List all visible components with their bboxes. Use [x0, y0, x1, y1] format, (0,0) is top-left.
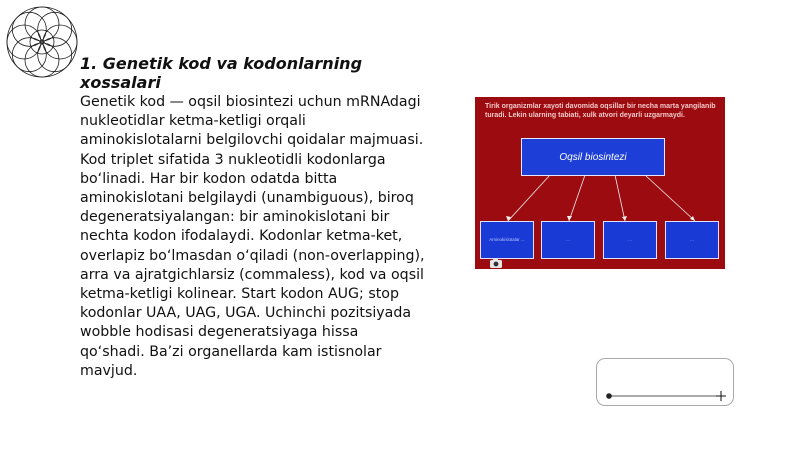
body-paragraph: Genetik kod — oqsil biosintezi uchun mRNAdagi nukleotidlar ketma-ketligi orqali aminokislotalarni belgilovchi qoidalar majmuasi. Kod triplet sifatida 3 nukleotidli kodonlarga bo‘linadi. Har bir kodon odatda bitta aminokislotani belgilaydi (unambiguous), biroq degeneratsiyalangan: bir aminokislotani bir nechta kodon ifodalaydi. Kodonlar ketma-ket, overlapiz bo‘lmasdan o‘qiladi (non-overlapping), arra va ajratgichlarsiz (commaless), kod va oqsil ketma-ketligi kolinear. Start kodon AUG; stop kodonlar UAA, UAG, UGA. Uchinchi pozitsiyada wobble hodisasi degeneratsiyaga hissa qo‘shadi. Ba’zi organellarda kam istisnolar mavjud.	[80, 94, 425, 379]
camera-icon[interactable]	[489, 257, 503, 269]
diagram-root-box: Oqsil biosintezi	[521, 138, 665, 176]
diagram-leaf-box: Aminokislotalar ...	[480, 221, 534, 259]
embedded-slide-image	[475, 97, 725, 269]
diagram-leaf-box: ...	[665, 221, 719, 259]
diagram-leaf-box: ...	[603, 221, 657, 259]
slider-widget[interactable]	[596, 358, 734, 406]
section-title: 1. Genetik kod va kodonlarning xossalari	[80, 54, 363, 92]
slider-handle[interactable]	[606, 393, 612, 399]
slide-caption: Tirik organizmlar xayoti davomida oqsillar bir necha marta yangilanib turadi. Lekin ularning tabiati, xulk atvori deyarli uzgarmaydi.	[485, 103, 716, 119]
diagram-leaf-box: ...	[541, 221, 595, 259]
plus-icon[interactable]	[716, 391, 726, 401]
slider-track[interactable]	[597, 359, 733, 405]
rosette-decoration-icon	[4, 4, 80, 80]
